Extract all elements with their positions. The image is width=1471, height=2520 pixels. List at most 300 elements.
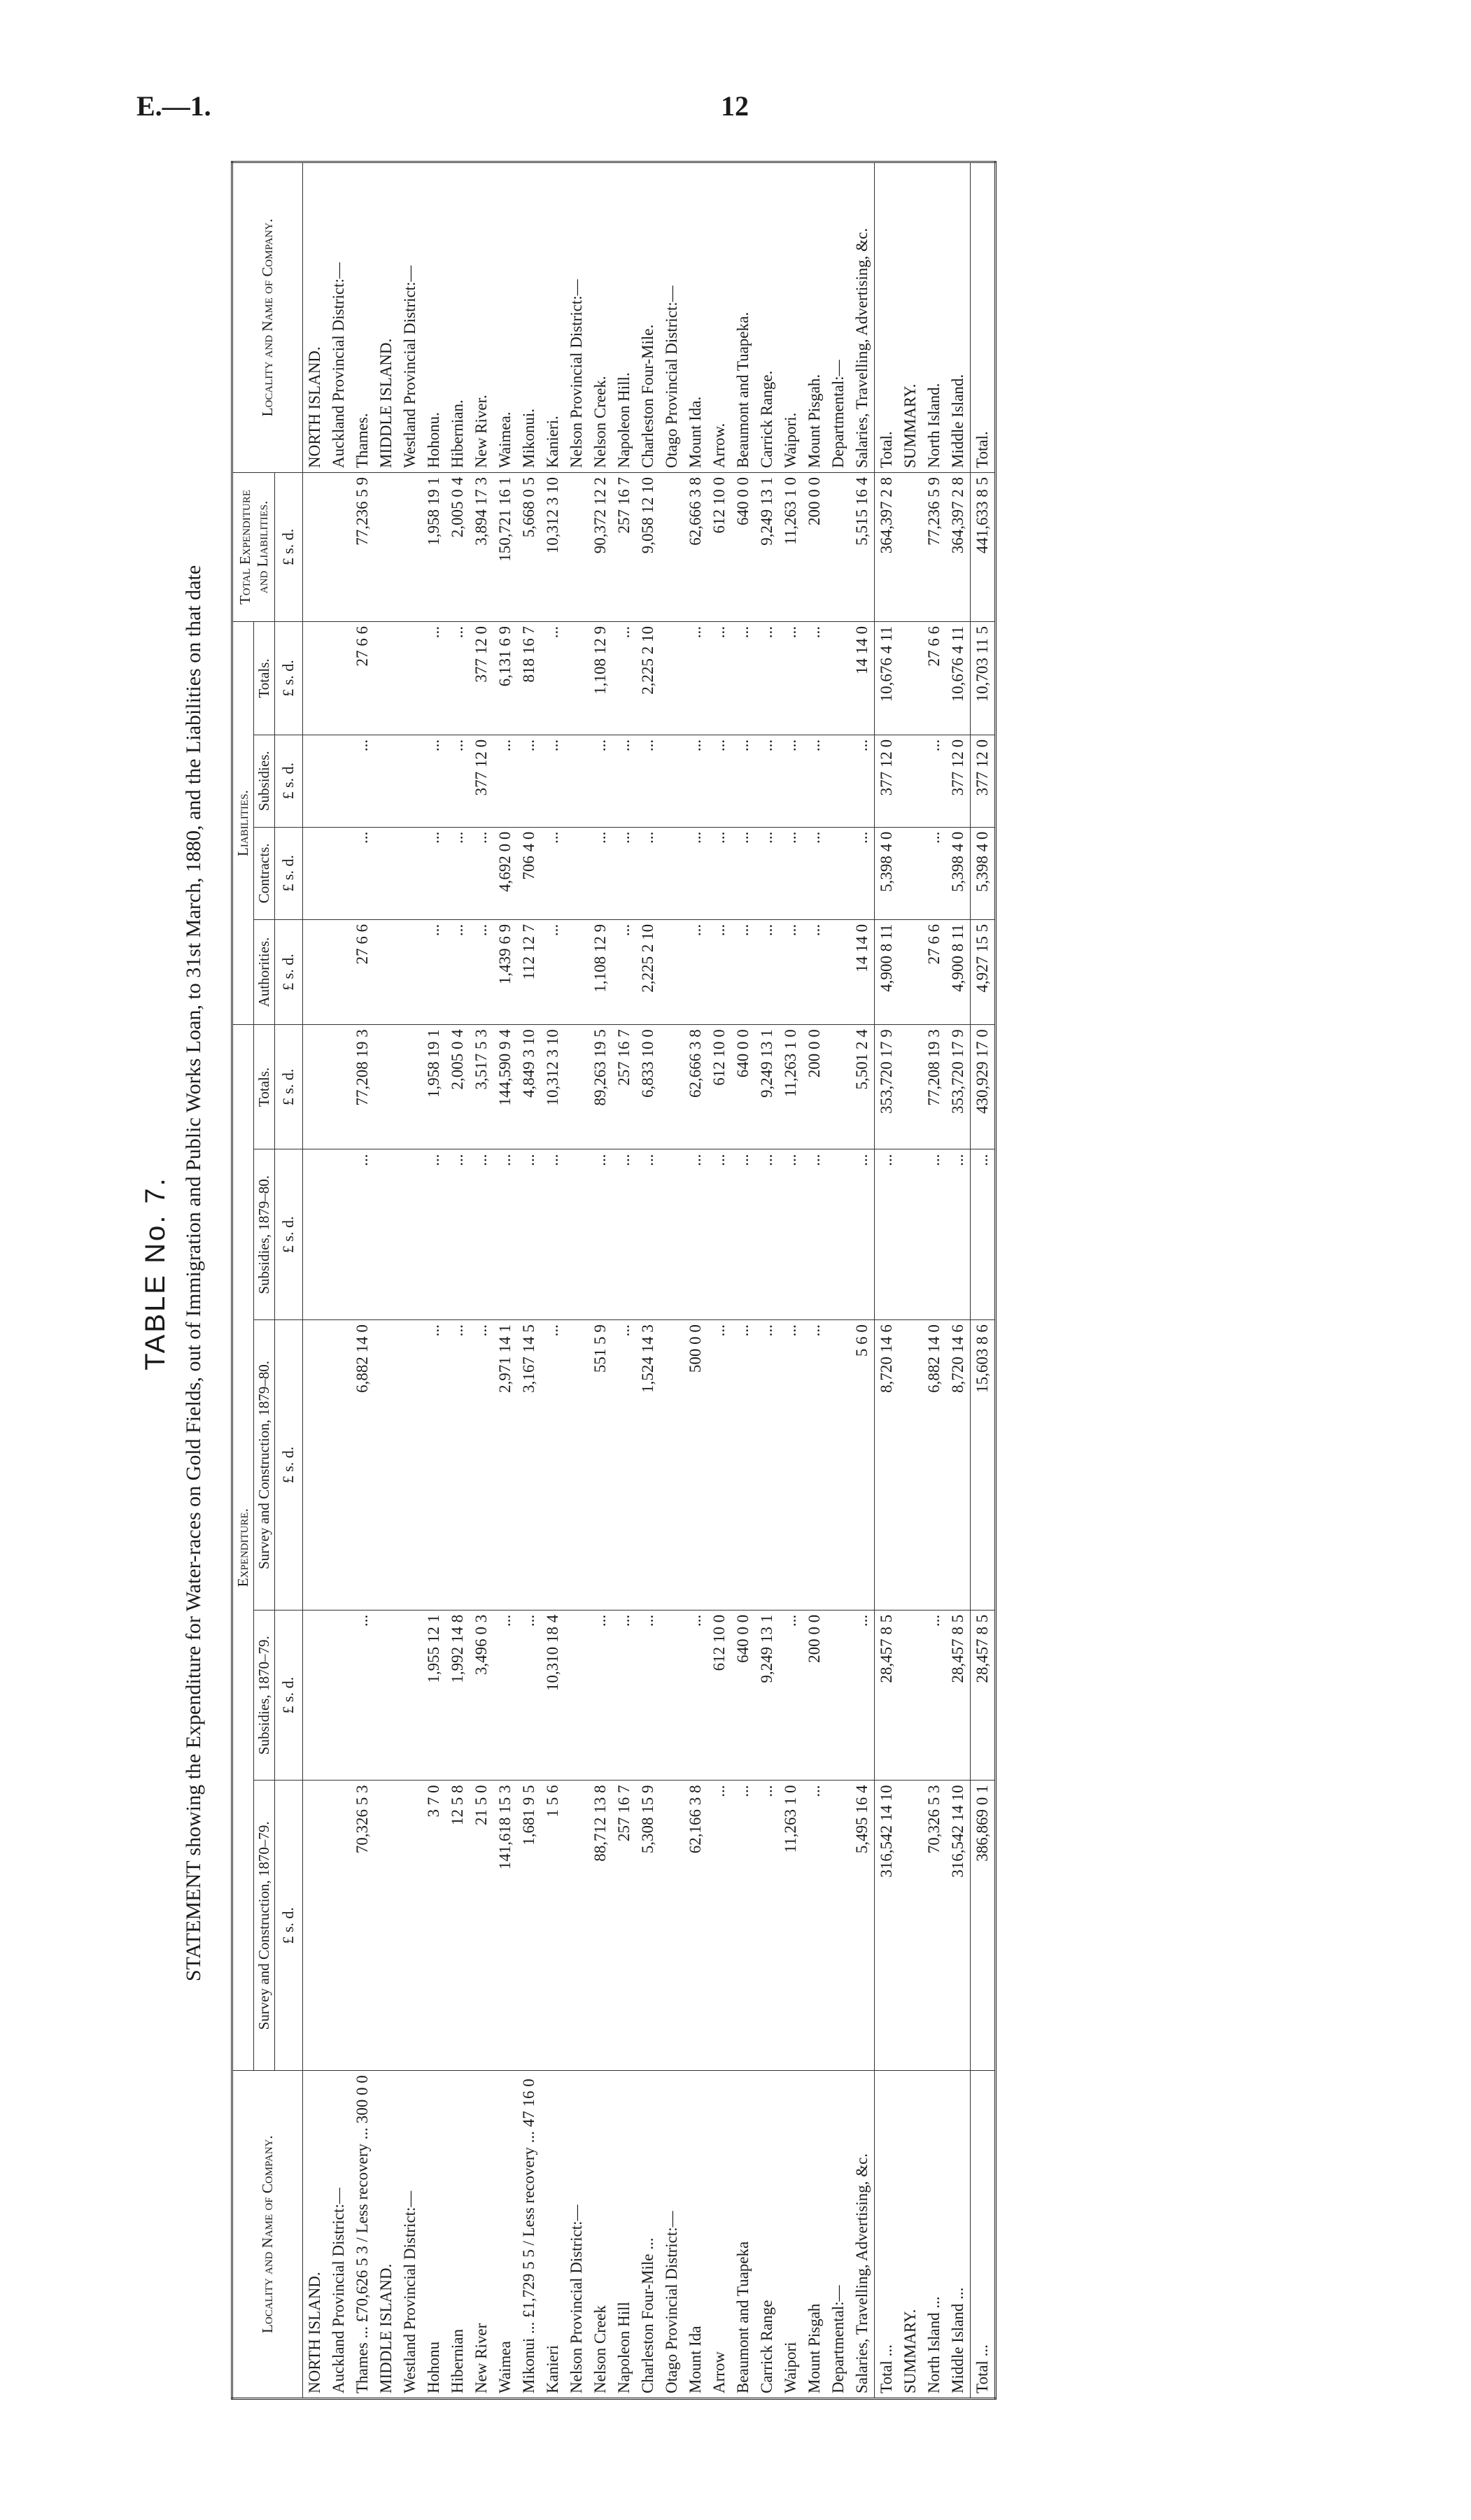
value-cell: ... [493,1149,517,1320]
value-cell: ... [446,1320,470,1611]
empty-cell [398,1025,422,1149]
value-cell: ... [422,622,446,735]
section-heading-row [302,162,327,2399]
table-row [803,162,826,2399]
unit-label: £ s. d. [275,827,302,919]
unit-label: £ s. d. [275,735,302,827]
value-cell: ... [970,1149,995,1320]
value-cell: 1,681 9 5 [517,1781,541,2071]
empty-cell [302,919,327,1024]
value-cell: 10,703 11 5 [970,622,995,735]
locality-cell: Charleston Four-Mile ... [636,2071,660,2399]
value-cell: ... [731,1149,755,1320]
value-cell: 6,833 10 0 [636,1025,660,1149]
value-cell: ... [731,622,755,735]
value-cell: ... [708,1149,731,1320]
value-cell: ... [922,735,946,827]
locality-cell: Thames ... £70,626 5 3 / Less recovery ... 300 0 0 [351,2071,374,2399]
empty-cell [398,735,422,827]
value-cell: ... [684,827,708,919]
value-cell: 706 4 0 [517,827,541,919]
unit-label: £ s. d. [275,1320,302,1611]
table-row [850,162,875,2399]
section-heading-row [327,162,351,2399]
value-cell: 200 0 0 [803,1025,826,1149]
empty-cell [899,473,922,622]
value-cell: 2,225 2 10 [636,622,660,735]
value-cell: 10,312 3 10 [541,1025,565,1149]
locality-cell-right: Thames. [351,162,374,473]
value-cell: 112 12 7 [517,919,541,1024]
locality-cell: Mount Pisgah [803,2071,826,2399]
empty-cell [826,919,850,1024]
locality-cell-right: Total. [970,162,995,473]
value-cell: ... [803,1320,826,1611]
value-cell: 377 12 0 [946,735,971,827]
value-cell: 3,517 5 3 [470,1025,493,1149]
section-heading: NORTH ISLAND. [302,2071,327,2399]
empty-cell [899,919,922,1024]
locality-cell: Waimea [493,2071,517,2399]
value-cell: 364,397 2 8 [874,473,899,622]
locality-cell: Salaries, Travelling, Advertising, &c. [850,2071,875,2399]
locality-cell-right: Total. [874,162,899,473]
value-cell: ... [755,1149,779,1320]
empty-cell [826,1025,850,1149]
value-cell: 21 5 0 [470,1781,493,2071]
table-row [708,162,731,2399]
value-cell: ... [541,735,565,827]
section-heading-right: SUMMARY. [899,162,922,473]
total-row [970,162,995,2399]
value-cell: 62,666 3 8 [684,473,708,622]
empty-cell [660,1610,684,1781]
value-cell: 386,869 0 1 [970,1781,995,2071]
value-cell: ... [803,1781,826,2071]
empty-cell [826,473,850,622]
value-cell: 9,058 12 10 [636,473,660,622]
value-cell: 2,225 2 10 [636,919,660,1024]
section-heading-row [826,162,850,2399]
value-cell: 62,166 3 8 [684,1781,708,2071]
section-heading-right: Nelson Provincial District:— [565,162,589,473]
empty-cell [374,1149,398,1320]
value-cell: 88,712 13 8 [589,1781,612,2071]
value-cell: ... [470,1320,493,1611]
empty-cell [660,1149,684,1320]
empty-cell [826,735,850,827]
value-cell: 5,668 0 5 [517,473,541,622]
empty-cell [302,473,327,622]
col-exp-totals: Totals. [254,1025,275,1149]
table-row [731,162,755,2399]
value-cell: ... [612,1149,636,1320]
empty-cell [565,622,589,735]
value-cell: ... [446,827,470,919]
value-cell: 27 6 6 [922,919,946,1024]
value-cell: ... [612,919,636,1024]
section-heading: Departmental:— [826,2071,850,2399]
value-cell: 14 14 0 [850,919,875,1024]
table-row [470,162,493,2399]
value-cell: ... [589,1610,612,1781]
locality-cell: Nelson Creek [589,2071,612,2399]
value-cell: ... [636,1149,660,1320]
value-cell: ... [684,622,708,735]
value-cell: 200 0 0 [803,473,826,622]
locality-cell-right: Hohonu. [422,162,446,473]
value-cell: 2,005 0 4 [446,1025,470,1149]
value-cell: ... [755,622,779,735]
empty-cell [826,622,850,735]
table-body [302,162,995,2399]
empty-cell [660,1025,684,1149]
section-heading-right: Departmental:— [826,162,850,473]
value-cell: ... [731,735,755,827]
section-heading-right: MIDDLE ISLAND. [374,162,398,473]
value-cell: 1,108 12 9 [589,622,612,735]
table-row [422,162,446,2399]
value-cell: 10,312 3 10 [541,473,565,622]
section-heading: Westland Provincial District:— [398,2071,422,2399]
value-cell: ... [612,1320,636,1611]
value-cell: 353,720 17 9 [946,1025,971,1149]
value-cell: 4,927 15 5 [970,919,995,1024]
col-contracts: Contracts. [254,827,275,919]
value-cell: ... [517,1610,541,1781]
table-row [493,162,517,2399]
locality-cell: New River [470,2071,493,2399]
value-cell: ... [446,1149,470,1320]
empty-cell [899,827,922,919]
value-cell: ... [755,735,779,827]
value-cell: 70,326 5 3 [922,1781,946,2071]
empty-cell [374,735,398,827]
value-cell: 4,900 8 11 [946,919,971,1024]
empty-cell [398,919,422,1024]
locality-cell: Hibernian [446,2071,470,2399]
empty-cell [327,473,351,622]
empty-cell [899,1320,922,1611]
table-row [351,162,374,2399]
value-cell: 9,249 13 1 [755,1610,779,1781]
value-cell: ... [422,1149,446,1320]
unit-label: £ s. d. [275,1149,302,1320]
value-cell: 77,236 5 9 [922,473,946,622]
empty-cell [302,735,327,827]
empty-cell [565,919,589,1024]
col-locality: Locality and Name of Company. [232,2071,303,2399]
empty-cell [899,1610,922,1781]
empty-cell [565,735,589,827]
value-cell: 27 6 6 [922,622,946,735]
value-cell: 1,958 19 1 [422,473,446,622]
value-cell: 4,849 3 10 [517,1025,541,1149]
value-cell: ... [779,622,803,735]
value-cell: ... [755,827,779,919]
empty-cell [302,1781,327,2071]
value-cell: 144,590 9 4 [493,1025,517,1149]
value-cell: ... [422,1320,446,1611]
value-cell: ... [684,1610,708,1781]
value-cell: 5,308 15 9 [636,1781,660,2071]
empty-cell [660,827,684,919]
locality-cell-right: Salaries, Travelling, Advertising, &c. [850,162,875,473]
value-cell: 1,524 14 3 [636,1320,660,1611]
value-cell: 612 10 0 [708,473,731,622]
value-cell: 6,882 14 0 [351,1320,374,1611]
value-cell: 500 0 0 [684,1320,708,1611]
empty-cell [374,1320,398,1611]
table-row [946,162,971,2399]
value-cell: 8,720 14 6 [946,1320,971,1611]
value-cell: ... [517,735,541,827]
value-cell: 141,618 15 3 [493,1781,517,2071]
value-cell: ... [470,919,493,1024]
value-cell: ... [541,622,565,735]
value-cell: ... [446,919,470,1024]
empty-cell [660,1320,684,1611]
table-row [755,162,779,2399]
section-heading-right: NORTH ISLAND. [302,162,327,473]
value-cell: 640 0 0 [731,1025,755,1149]
empty-cell [565,1025,589,1149]
page-number: 12 [721,90,749,122]
col-locality-right: Locality and Name of Company. [232,162,303,473]
value-cell: 5,398 4 0 [970,827,995,919]
table-row [612,162,636,2399]
locality-cell-right: Arrow. [708,162,731,473]
table-row [589,162,612,2399]
locality-cell-right: North Island. [922,162,946,473]
value-cell: 9,249 13 1 [755,1025,779,1149]
locality-cell-right: Hibernian. [446,162,470,473]
value-cell: ... [731,1781,755,2071]
empty-cell [660,735,684,827]
empty-cell [327,1025,351,1149]
empty-cell [565,1781,589,2071]
section-heading-row [899,162,922,2399]
document-reference: E.—1. [136,90,211,122]
value-cell: 10,310 18 4 [541,1610,565,1781]
value-cell: 612 10 0 [708,1025,731,1149]
value-cell: 62,666 3 8 [684,1025,708,1149]
empty-cell [302,827,327,919]
empty-cell [565,1320,589,1611]
unit-label: £ s. d. [275,1025,302,1149]
empty-cell [565,827,589,919]
value-cell: 5,398 4 0 [874,827,899,919]
empty-cell [398,1781,422,2071]
section-heading-row [660,162,684,2399]
value-cell: ... [541,1149,565,1320]
value-cell: 377 12 0 [970,735,995,827]
locality-cell: North Island ... [922,2071,946,2399]
value-cell: 8,720 14 6 [874,1320,899,1611]
table-row [684,162,708,2399]
section-heading-right: Westland Provincial District:— [398,162,422,473]
value-cell: ... [351,1149,374,1320]
section-heading-row [374,162,398,2399]
value-cell: ... [708,1781,731,2071]
locality-cell-right: Mount Pisgah. [803,162,826,473]
unit-label: £ s. d. [275,1781,302,2071]
value-cell: ... [351,827,374,919]
value-cell: 15,603 8 6 [970,1320,995,1611]
value-cell: 77,236 5 9 [351,473,374,622]
value-cell: 612 10 0 [708,1610,731,1781]
value-cell: 1,108 12 9 [589,919,612,1024]
value-cell: 28,457 8 5 [946,1610,971,1781]
value-cell: ... [922,1149,946,1320]
empty-cell [826,827,850,919]
value-cell: 11,263 1 0 [779,473,803,622]
table-number: TABLE No. 7. [140,1176,171,1371]
value-cell: 90,372 12 2 [589,473,612,622]
empty-cell [826,1781,850,2071]
value-cell: 5,501 2 4 [850,1025,875,1149]
empty-cell [899,622,922,735]
value-cell: 11,263 1 0 [779,1025,803,1149]
locality-cell: Waipori [779,2071,803,2399]
value-cell: 3,496 0 3 [470,1610,493,1781]
value-cell: 14 14 0 [850,622,875,735]
empty-cell [327,1149,351,1320]
value-cell: ... [612,622,636,735]
value-cell: 11,263 1 0 [779,1781,803,2071]
value-cell: ... [803,622,826,735]
section-heading-row [565,162,589,2399]
value-cell: 364,397 2 8 [946,473,971,622]
value-cell: ... [541,919,565,1024]
rotated-table-page [140,119,1470,2428]
locality-cell: Total ... [874,2071,899,2399]
value-cell: 377 12 0 [470,622,493,735]
empty-cell [660,919,684,1024]
value-cell: 150,721 16 1 [493,473,517,622]
value-cell: ... [708,1320,731,1611]
section-heading: Nelson Provincial District:— [565,2071,589,2399]
empty-cell [374,919,398,1024]
empty-cell [374,827,398,919]
locality-cell-right: Charleston Four-Mile. [636,162,660,473]
value-cell: ... [351,1610,374,1781]
value-cell: 353,720 17 9 [874,1025,899,1149]
col-subsidies-7980: Subsidies, 1879–80. [254,1149,275,1320]
empty-cell [398,473,422,622]
locality-cell: Mount Ida [684,2071,708,2399]
locality-cell-right: Middle Island. [946,162,971,473]
value-cell: 6,131 6 9 [493,622,517,735]
col-grand-total: Total Expenditure and Liabilities. [232,473,275,622]
value-cell: 70,326 5 3 [351,1781,374,2071]
value-cell: 77,208 19 3 [351,1025,374,1149]
value-cell: 10,676 4 11 [874,622,899,735]
value-cell: 1,955 12 1 [422,1610,446,1781]
value-cell: 10,676 4 11 [946,622,971,735]
value-cell: ... [684,735,708,827]
empty-cell [660,622,684,735]
empty-cell [327,1320,351,1611]
empty-cell [302,1149,327,1320]
empty-cell [565,473,589,622]
unit-label: £ s. d. [275,473,302,622]
value-cell: 27 6 6 [351,919,374,1024]
locality-cell: Mikonui ... £1,729 5 5 / Less recovery ... 47 16 0 [517,2071,541,2399]
value-cell: 551 5 9 [589,1320,612,1611]
value-cell: ... [779,735,803,827]
empty-cell [660,1781,684,2071]
col-liab-totals: Totals. [254,622,275,735]
section-heading-row [398,162,422,2399]
empty-cell [302,622,327,735]
empty-cell [327,1610,351,1781]
value-cell: ... [755,919,779,1024]
value-cell: 1,992 14 8 [446,1610,470,1781]
section-heading-right: Auckland Provincial District:— [327,162,351,473]
unit-label: £ s. d. [275,622,302,735]
locality-cell-right: Mount Ida. [684,162,708,473]
value-cell: ... [612,735,636,827]
value-cell: 430,929 17 0 [970,1025,995,1149]
value-cell: ... [779,919,803,1024]
value-cell: ... [946,1149,971,1320]
value-cell: 27 6 6 [351,622,374,735]
value-cell: ... [446,622,470,735]
empty-cell [565,1610,589,1781]
value-cell: ... [755,1320,779,1611]
value-cell: 5,515 16 4 [850,473,875,622]
locality-cell: Napoleon Hill [612,2071,636,2399]
empty-cell [660,473,684,622]
value-cell: 640 0 0 [731,1610,755,1781]
value-cell: ... [779,1320,803,1611]
locality-cell-right: New River. [470,162,493,473]
value-cell: 5,495 16 4 [850,1781,875,2071]
value-cell: ... [517,1149,541,1320]
empty-cell [826,1610,850,1781]
value-cell: ... [493,735,517,827]
value-cell: 2,005 0 4 [446,473,470,622]
value-cell: ... [850,827,875,919]
table-row [541,162,565,2399]
value-cell: 377 12 0 [874,735,899,827]
value-cell: 1,439 6 9 [493,919,517,1024]
empty-cell [374,622,398,735]
empty-cell [398,827,422,919]
section-heading-right: Otago Provincial District:— [660,162,684,473]
value-cell: ... [708,919,731,1024]
empty-cell [398,1149,422,1320]
value-cell: ... [803,827,826,919]
value-cell: ... [684,1149,708,1320]
value-cell: 2,971 14 1 [493,1320,517,1611]
value-cell: ... [779,1149,803,1320]
section-heading: SUMMARY. [899,2071,922,2399]
value-cell: 377 12 0 [470,735,493,827]
empty-cell [899,1025,922,1149]
empty-cell [302,1610,327,1781]
unit-label: £ s. d. [275,919,302,1024]
locality-cell-right: Beaumont and Tuapeka. [731,162,755,473]
value-cell: ... [446,735,470,827]
value-cell: 3 7 0 [422,1781,446,2071]
section-heading: Auckland Provincial District:— [327,2071,351,2399]
empty-cell [398,622,422,735]
empty-cell [327,827,351,919]
value-cell: 9,249 13 1 [755,473,779,622]
locality-cell: Arrow [708,2071,731,2399]
